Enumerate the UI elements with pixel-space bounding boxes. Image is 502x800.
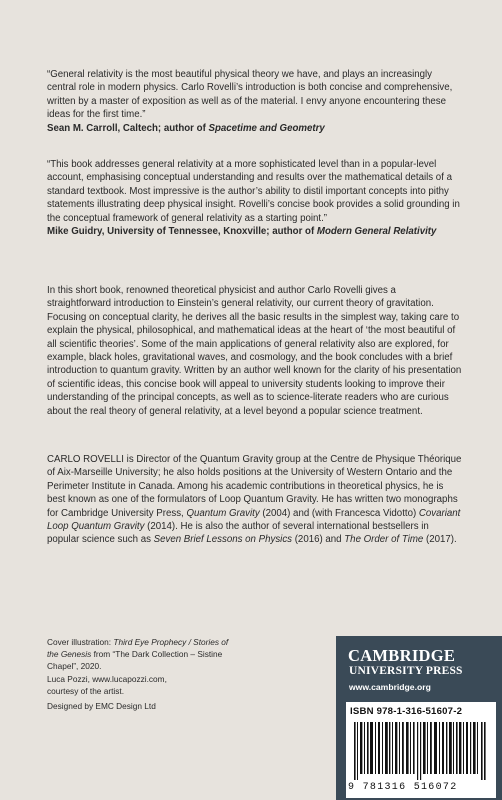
- author-bio: [47, 453, 462, 547]
- barcode-number: 9 781316 516072: [348, 782, 458, 793]
- quote-text: “General relativity is the most beautiful physical theory we have, and plays an increasingly central role in modern physics. Carlo Rovelli’s introduction is both concise and comprehensive, written by a master of exposition as well as of the material. I envy anyone encountering these ideas for the first time.”: [47, 69, 453, 121]
- bio-book-title: Seven Brief Lessons on Physics: [153, 534, 293, 546]
- credit-line: [47, 636, 237, 673]
- cover-illustration-credit: [47, 636, 237, 697]
- bio-book-title: The Order of Time: [344, 534, 424, 546]
- credit-courtesy: courtesy of the artist.: [47, 685, 125, 696]
- bio-segment: (2004) and (with Francesca Vidotto): [259, 507, 419, 519]
- barcode-icon: [354, 722, 488, 780]
- bio-book-title: Covariant Loop Quantum Gravity: [47, 507, 461, 533]
- credit-collection: from “The Dark Collection – Sistine Chapel”, 2020.: [47, 649, 223, 672]
- bio-text: [47, 453, 462, 547]
- attribution-book-title: Modern General Relativity: [316, 226, 437, 238]
- quote-attribution: [47, 122, 462, 135]
- bio-book-title: Quantum Gravity: [186, 507, 260, 519]
- publisher-logo-sub: UNIVERSITY PRESS: [349, 665, 463, 677]
- quote-attribution: [47, 225, 462, 238]
- publisher-url: www.cambridge.org: [349, 682, 431, 692]
- endorsement-guidry: [47, 158, 462, 238]
- bio-segment: CARLO ROVELLI is Director of the Quantum Gravity group at the Centre de Physique Théorique of Aix-Marseille University; he also holds positions at the University of Western Ontario and the Perimeter Institute in Canada. Among his academic contributions in theoretical physics, he is best known as one of the formulators of Loop Quantum Gravity. He has written two monographs for Cambridge University Press,: [47, 454, 462, 519]
- publisher-logo-name: CAMBRIDGE: [348, 646, 456, 665]
- credit-artwork-title: Third Eye Prophecy / Stories of the Genesis: [47, 637, 229, 660]
- book-description: [47, 284, 462, 418]
- attribution-name: Sean M. Carroll, Caltech; author of: [47, 122, 209, 134]
- isbn-label: ISBN 978-1-316-51607-2: [350, 706, 463, 717]
- credit-prefix: Cover illustration:: [47, 637, 114, 647]
- attribution-name: Mike Guidry, University of Tennessee, Knoxville; author of: [47, 226, 317, 238]
- bio-segment: (2017).: [423, 534, 457, 546]
- publisher-panel: [336, 636, 502, 800]
- quote-text: “This book addresses general relativity at a more sophisticated level than in a popular-level account, emphasising conceptual understanding and results over the mathematical details of a standard textbook. Most impressive is the author’s ability to distil important concepts into pithy statements illustrating deep physical insight. Rovelli’s concise book provides a solid grounding in the conceptual framework of general relativity as a starting point.”: [47, 159, 460, 224]
- bio-segment: (2016) and: [292, 534, 345, 546]
- description-text: In this short book, renowned theoretical physicist and author Carlo Rovelli gives a straightforward introduction to Einstein’s general relativity, our current theory of gravitation. Focusing on conceptual clarity, he derives all the basic results in the simplest way, taking care to explain the physical, philosophical, and mathematical ideas at the heart of ‘the most beautiful of all scientific theories’. Some of the main applications of general relativity also are explored, for example, black holes, gravitational waves, and cosmology, and the book concludes with a brief introduction to quantum gravity. Written by an author well known for the clarity of his presentation of scientific ideas, this concise book will appeal to university students looking to improve their understanding of the principal concepts, as well as to science-literate readers who are curious about the real theory of general relativity, at a level beyond a popular science treatment.: [47, 285, 462, 417]
- endorsement-carroll: [47, 68, 462, 135]
- barcode-area: [346, 702, 496, 798]
- designer-credit: Designed by EMC Design Ltd: [47, 701, 156, 711]
- bio-segment: (2014). He is also the author of several international bestsellers in popular science such as: [47, 521, 429, 546]
- attribution-book-title: Spacetime and Geometry: [208, 122, 325, 134]
- credit-artist: Luca Pozzi, www.lucapozzi.com,: [47, 673, 167, 684]
